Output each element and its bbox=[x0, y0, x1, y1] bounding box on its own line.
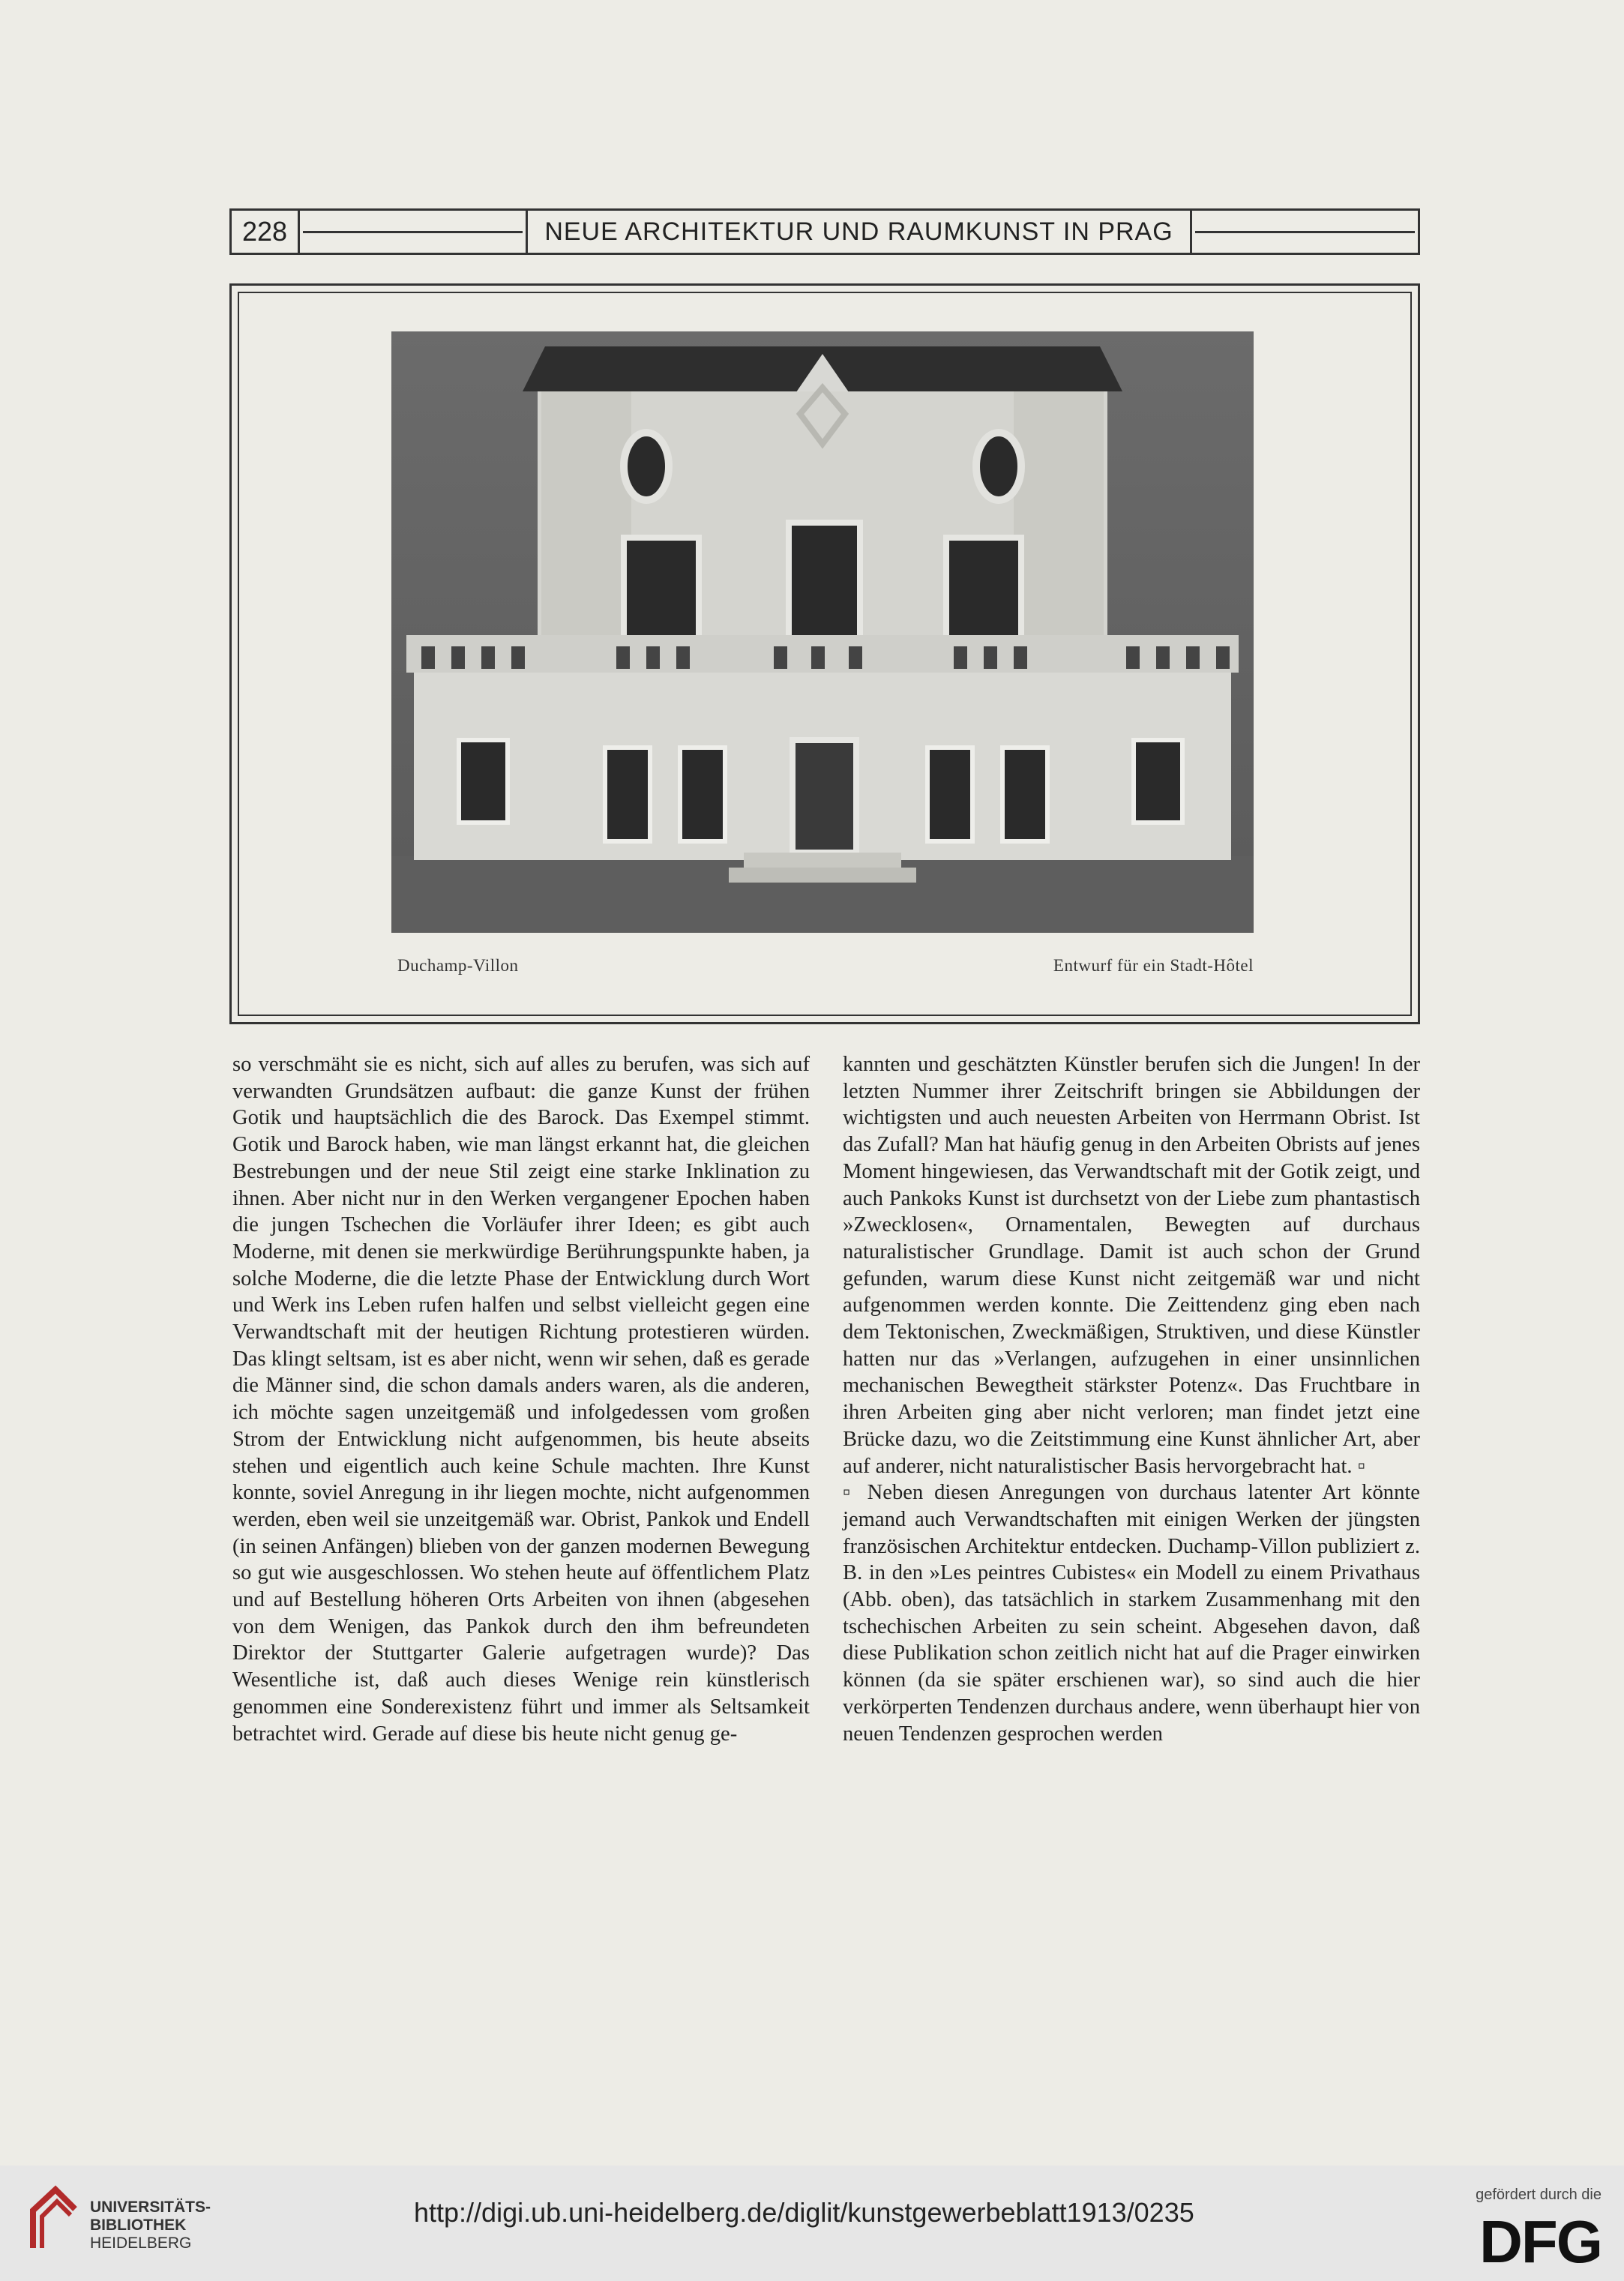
header-rule-right bbox=[1195, 231, 1415, 233]
page-number: 228 bbox=[232, 211, 300, 253]
caption-artist: Duchamp-Villon bbox=[397, 956, 519, 975]
paragraph: ▫ Neben diesen Anregungen von durchaus latenter Art könnte jemand auch Verwandtschaften mit einigen Werken der jüngsten französischen Architektur entdecken. Duchamp-Villon publiziert z. B. in den »Les peintres Cubistes« ein Modell zu einem Privathaus (Abb. oben), das tatsächlich in starkem Zusammenhang mit den tschechischen Arbeiten zu sein scheint. Abgesehen davon, daß diese Publikation schon zeitlich nicht hat auf die Prager einwirken können (da sie später erschienen war), so sind auch die hier verkörperten Tendenzen durchaus andere, wenn überhaupt hier von neuen Tendenzen gesprochen werden bbox=[843, 1481, 1420, 1746]
building-photo bbox=[391, 331, 1254, 933]
funding-label: gefördert durch die bbox=[1476, 2187, 1602, 2203]
header-title: NEUE ARCHITEKTUR UND RAUMKUNST IN PRAG bbox=[526, 211, 1191, 253]
caption-title: Entwurf für ein Stadt-Hôtel bbox=[1053, 956, 1254, 975]
digitization-footer bbox=[0, 2166, 1624, 2281]
text-column-left bbox=[232, 1051, 810, 1747]
running-header bbox=[229, 208, 1420, 255]
library-name bbox=[90, 2199, 211, 2253]
paragraph: kannten und geschätzten Künstler berufen sich die Jungen! In der letzten Nummer ihrer Zeitschrift bringen sie Abbildungen der wichtigsten und auch neuesten Arbeiten von Herrmann Obrist. Ist das Zufall? Man hat häufig genug in den Arbeiten Obrists auf jenes Moment hingewiesen, das Verwandtschaft mit der Gotik zeigt, und auch Pankoks Kunst ist durchsetzt von der Liebe zum phantastisch »Zwecklosen«, Ornamentalen, Bewegten auf durchaus naturalistischer Grundlage. Damit ist auch schon der Grund gefunden, warum diese Kunst nicht zeitgemäß war und nicht aufgenommen werden konnte. Die Zeittendenz ging eben nach dem Tektonischen, Zweckmäßigen, Struktiven, und diese Künstler hatten nur das »Verlangen, aufzugehen in einer unsinnlichen mechanischen Bewegtheit stärkster Potenz«. Das Fruchtbare in ihren Arbeiten ging aber nicht verloren; man findet jetzt eine Brücke dazu, wo die Zeitstimmung eine Kunst ähnlicher Art, aber auf anderer, nicht naturalistischer Basis hervorgebracht hat. ▫ bbox=[843, 1053, 1420, 1478]
header-rule-left bbox=[303, 231, 523, 233]
dfg-logo: DFG bbox=[1479, 2208, 1602, 2275]
library-logo-icon bbox=[25, 2181, 82, 2256]
source-url-link[interactable]: http://digi.ub.uni-heidelberg.de/diglit/kunstgewerbeblatt1913/0235 bbox=[414, 2197, 1194, 2228]
library-line-3: HEIDELBERG bbox=[90, 2235, 192, 2252]
library-line-1: UNIVERSITÄTS- bbox=[90, 2199, 211, 2216]
paragraph: so verschmäht sie es nicht, sich auf alles zu berufen, was sich auf verwandten Grundsätzen aufbaut: die ganze Kunst der frühen Gotik und hauptsächlich die des Barock. Das Exempel stimmt. Gotik und Barock haben, wie man längst erkannt hat, die gleichen Bestrebungen und der neue Stil zeigt eine starke Inklination zu ihnen. Aber nicht nur in den Werken vergangener Epochen haben die jungen Tschechen die Vorläufer ihrer Ideen; es gibt auch Moderne, mit denen sie merkwürdige Berührungspunkte haben, ja solche Moderne, die die letzte Phase der Entwicklung durch Wort und Werk ins Leben rufen halfen und selbst vielleicht gegen eine Verwandtschaft mit der heutigen Richtung protestieren würden. Das klingt seltsam, ist es aber nicht, wenn wir sehen, daß es gerade die Männer sind, die schon damals anders waren, als die anderen, ich möchte sagen unzeitgemäß und infolgedessen vom großen Strom der Entwicklung nicht aufgenommen, bis heute abseits stehen und eigentlich auch keine Schule machten. Ihre Kunst konnte, soviel Anregung in ihr liegen mochte, nicht aufgenommen werden, eben weil sie unzeitgemäß war. Obrist, Pankok und Endell (in seinen Anfängen) blieben von der ganzen modernen Bewegung so gut wie ausgeschlossen. Wo stehen heute auf öffentlichem Platz und auf Bestellung höheren Orts Arbeiten von ihnen (abgesehen von dem Wenigen, das Pankok durch den ihm befreundeten Direktor der Stuttgarter Galerie aufgetragen wurde)? Das Wesentliche ist, daß auch dieses Wenige rein künstlerisch genommen eine Sonderexistenz führt und immer als Seltsamkeit betrachtet wird. Gerade auf diese bis heute nicht genug ge- bbox=[232, 1053, 810, 1746]
text-column-right bbox=[843, 1051, 1420, 1747]
library-line-2: BIBLIOTHEK bbox=[90, 2217, 187, 2234]
